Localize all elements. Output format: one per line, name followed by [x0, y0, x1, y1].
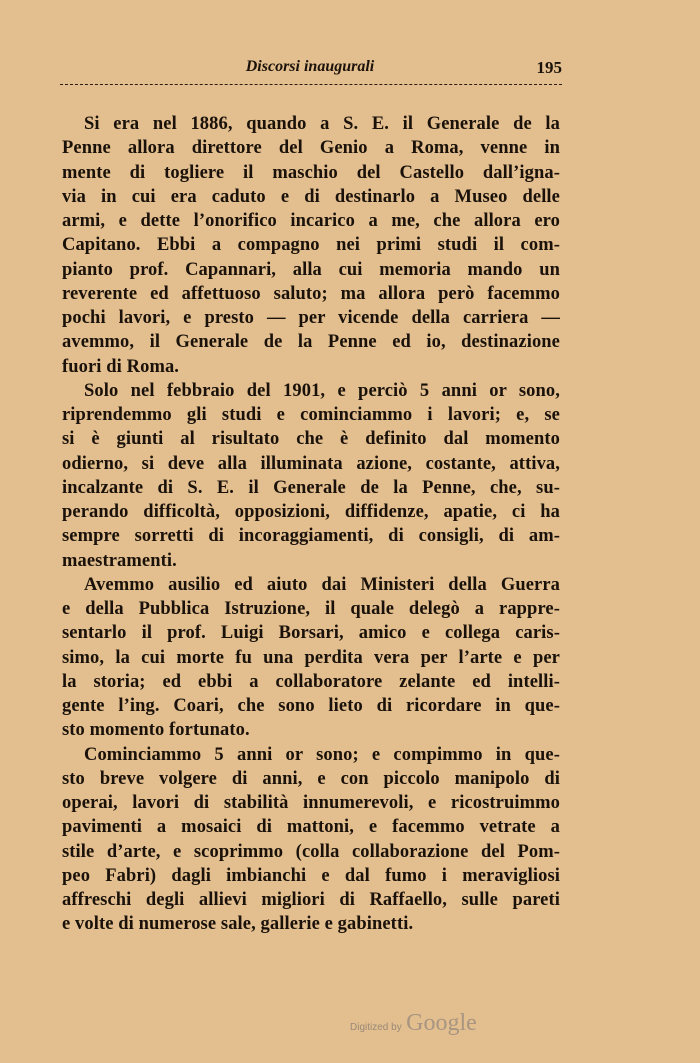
text-line: armi, e dette l’onorifico incarico a me, che allora ero [62, 211, 560, 231]
text-line: avemmo, il Generale de la Penne ed io, destinazione [62, 332, 560, 353]
text-line: sempre sorretti di incoraggiamenti, di consigli, di am- [62, 526, 560, 547]
text-line: reverente ed affettuoso saluto; ma allora però facemmo [62, 283, 560, 304]
text-line: sentarlo il prof. Luigi Borsari, amico e collega caris- [62, 623, 560, 644]
page-number: 195 [536, 58, 562, 77]
text-line: e della Pubblica Istruzione, il quale delegò a rappre- [62, 599, 560, 619]
text-line: si è giunti al risultato che è definito dal momento [62, 429, 560, 450]
text-line: pianto prof. Capannari, alla cui memoria mando un [62, 259, 560, 280]
text-line: maestramenti. [62, 550, 177, 571]
text-line: via in cui era caduto e di destinarlo a Museo delle [62, 186, 560, 207]
paragraph [62, 112, 560, 379]
text-line: mente di togliere il maschio del Castello dall’igna- [62, 162, 560, 183]
text-line: operai, lavori di stabilità innumerevoli, e ricostruimmo [62, 793, 560, 813]
header-rule [60, 84, 562, 85]
text-line: stile d’arte, e scoprimmo (colla collaborazione del Pom- [62, 841, 560, 862]
text-line: riprendemmo gli studi e cominciammo i lavori; e, se [62, 405, 560, 425]
paragraph [62, 379, 560, 573]
text-line: Capitano. Ebbi a compagno nei primi studi il com- [62, 235, 560, 256]
body-text [62, 112, 560, 937]
text-line: affreschi degli allievi migliori di Raffaello, sulle pareti [62, 890, 560, 910]
text-line: la storia; ed ebbi a collaboratore zelante ed intelli- [62, 671, 560, 692]
text-line: fuori di Roma. [62, 356, 180, 377]
text-line: Cominciammo 5 anni or sono; e compimmo in que- [84, 744, 560, 765]
paragraph [62, 743, 560, 937]
text-line: peo Fabri) dagli imbianchi e dal fumo i meravigliosi [62, 865, 560, 886]
text-line: Avemmo ausilio ed aiuto dai Ministeri della Guerra [84, 574, 560, 595]
text-line: pavimenti a mosaici di mattoni, e facemmo vetrate a [62, 817, 560, 838]
text-line: odierno, si deve alla illuminata azione, costante, attiva, [62, 453, 560, 474]
text-line: simo, la cui morte fu una perdita vera per l’arte e per [62, 647, 560, 668]
text-line: Solo nel febbraio del 1901, e perciò 5 anni or sono, [84, 380, 560, 401]
text-line: sto breve volgere di anni, e con piccolo manipolo di [62, 768, 560, 789]
text-line: pochi lavori, e presto — per vicende della carriera — [62, 308, 560, 328]
text-line: perando difficoltà, opposizioni, diffidenze, apatie, ci ha [62, 502, 560, 522]
text-line: Penne allora direttore del Genio a Roma, venne in [62, 138, 560, 159]
paragraph [62, 573, 560, 743]
watermark-prefix: Digitized by [350, 1022, 402, 1033]
running-header-title: Discorsi inaugurali [245, 58, 375, 75]
text-line: sto momento fortunato. [62, 720, 250, 741]
text-line: Si era nel 1886, quando a S. E. il Generale de la [84, 114, 560, 134]
text-line: incalzante di S. E. il Generale de la Penne, che, su- [62, 477, 560, 498]
text-line: gente l’ing. Coari, che sono lieto di ricordare in que- [62, 696, 560, 716]
digitized-by-google-watermark [350, 1010, 477, 1037]
watermark-brand: Google [406, 1010, 477, 1036]
text-line: e volte di numerose sale, gallerie e gabinetti. [62, 914, 414, 935]
